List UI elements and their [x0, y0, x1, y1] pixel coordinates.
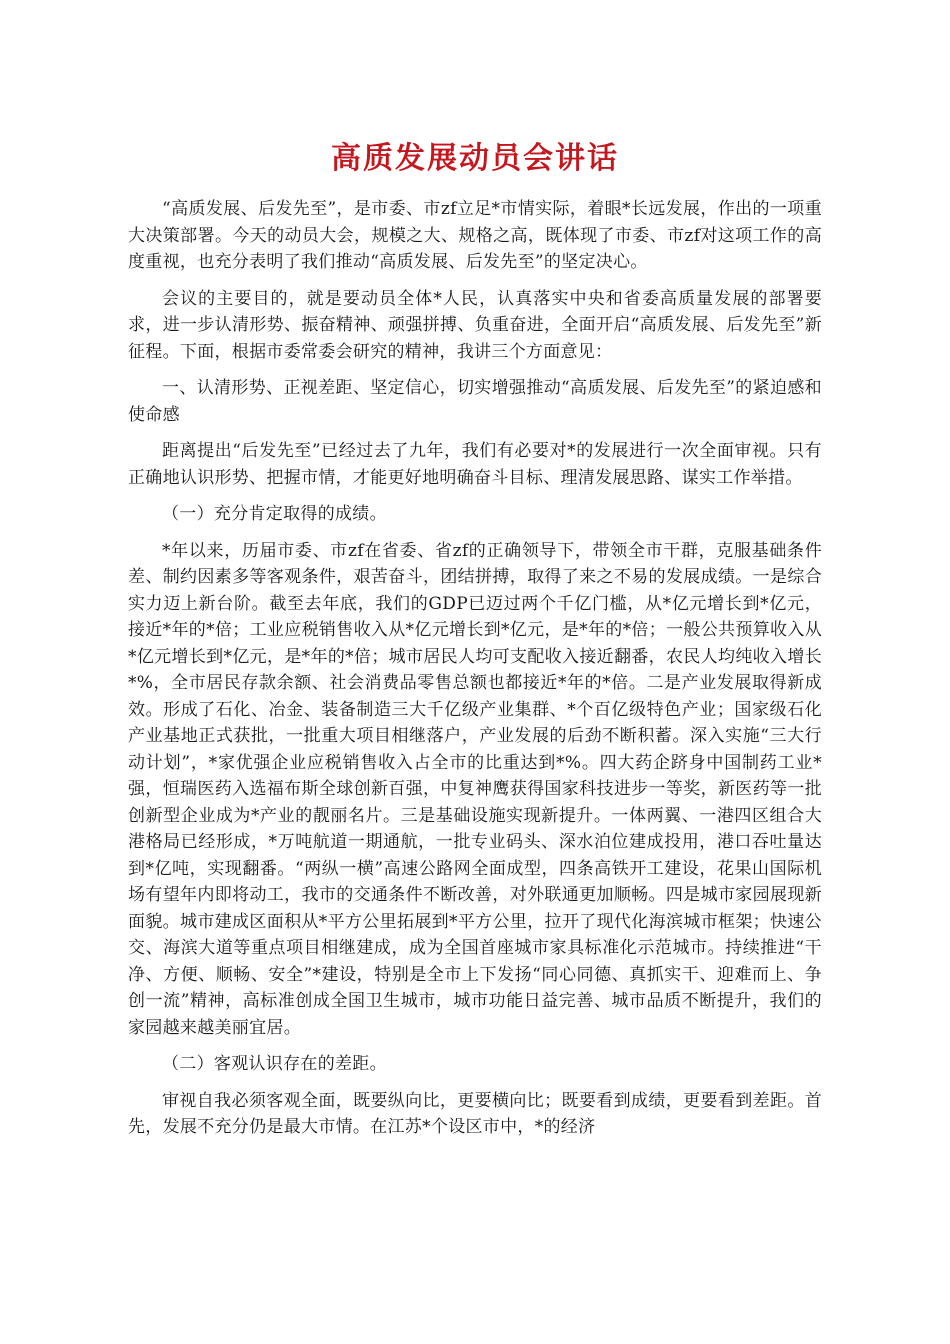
subsection-heading-2: （二）客观认识存在的差距。	[162, 1054, 387, 1074]
paragraph-intro: “高质发展、后发先至”，是市委、市zf立足*市情实际，着眼*长远发展，作出的一项重大决策部署。今天的动员大会，规模之大、规格之高，既体现了市委、市zf对这项工作的高度重视，也充分表明了我们推动“高质发展、后发先至”的坚定决心。	[128, 199, 822, 272]
paragraph-review: 距离提出“后发先至”已经过去了九年，我们有必要对*的发展进行一次全面审视。只有正确地认识形势、把握市情，才能更好地明确奋斗目标、理清发展思路、谋实工作举措。	[128, 441, 822, 488]
subsection-heading-1: （一）充分肯定取得的成绩。	[162, 504, 387, 524]
paragraph-achievements: *年以来，历届市委、市zf在省委、省zf的正确领导下，带领全市干群，克服基础条件差、制约因素多等客观条件，艰苦奋斗，团结拼搏，取得了来之不易的发展成绩。一是综合实力迈上新台阶。截至去年底，我们的GDP已迈过两个千亿门槛，从*亿元增长到*亿元，接近*年的*倍；工业应税销售收入从*亿元增长到*亿元，是*年的*倍；一般公共预算收入从*亿元增长到*亿元，是*年的*倍；城市居民人均可支配收入接近翻番，农民人均纯收入增长*%，全市居民存款余额、社会消费品零售总额也都接近*年的*倍。二是产业发展取得新成效。形成了石化、冶金、装备制造三大千亿级产业集群、*个百亿级特色产业；国家级石化产业基地正式获批，一批重大项目相继落户，产业发展的后劲不断积蓄。深入实施“三大行动计划”，*家优强企业应税销售收入占全市的比重达到*%。四大药企跻身中国制药工业*强，恒瑞医药入选福布斯全球创新百强，中复神鹰获得国家科技进步一等奖，新医药等一批创新型企业成为*产业的靓丽名片。三是基础设施实现新提升。一体两翼、一港四区组合大港格局已经形成，*万吨航道一期通航，一批专业码头、深水泊位建成投用，港口吞吐量达到*亿吨，实现翻番。“两纵一横”高速公路网全面成型，四条高铁开工建设，花果山国际机场有望年内即将动工，我市的交通条件不断改善，对外联通更加顺畅。四是城市家园展现新面貌。城市建成区面积从*平方公里拓展到*平方公里，拉开了现代化海滨城市框架；快速公交、海滨大道等重点项目相继建成，成为全国首座城市家具标准化示范城市。持续推进“干净、方便、顺畅、安全”*建设，特别是全市上下发扬“同心同德、真抓实干、迎难而上、争创一流”精神，高标准创成全国卫生城市，城市功能日益完善、城市品质不断提升，我们的家园越来越美丽宜居。	[128, 540, 822, 1038]
section-heading-1: 一、认清形势、正视差距、坚定信心，切实增强推动“高质发展、后发先至”的紧迫感和使命感	[128, 378, 822, 425]
document-title: 高质发展动员会讲话	[331, 141, 619, 176]
paragraph-purpose: 会议的主要目的，就是要动员全体*人民，认真落实中央和省委高质量发展的部署要求，进一步认清形势、振奋精神、顽强拼搏、负重奋进，全面开启“高质发展、后发先至”新征程。下面，根据市委常委会研究的精神，我讲三个方面意见：	[128, 288, 822, 362]
paragraph-gaps: 审视自我必须客观全面，既要纵向比，更要横向比；既要看到成绩，更要看到差距。首先，发展不充分仍是最大市情。在江苏*个设区市中，*的经济	[128, 1090, 822, 1137]
